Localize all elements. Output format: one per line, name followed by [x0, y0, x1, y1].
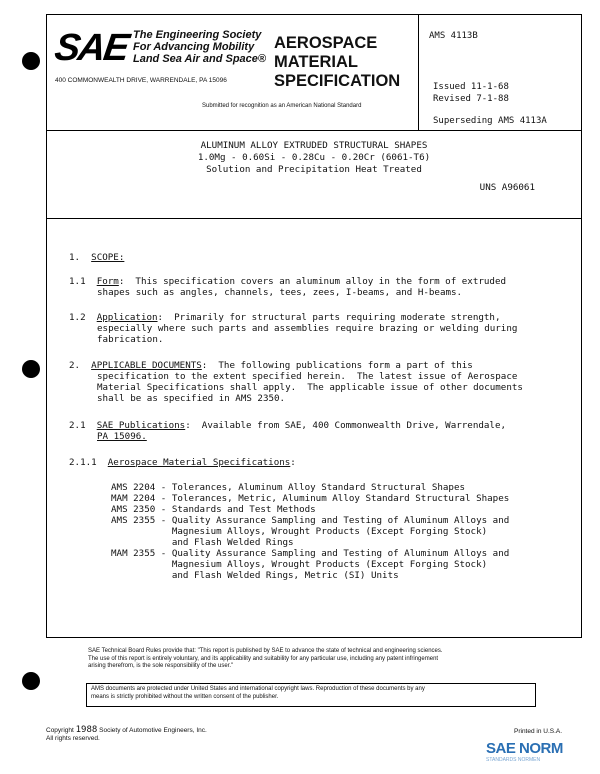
doc-item: AMS 2355 - Quality Assurance Sampling and Testing of Aluminum Alloys and	[111, 515, 510, 526]
section-2-line: shall be as specified in AMS 2350.	[97, 393, 286, 404]
doc-item: MAM 2204 - Tolerances, Metric, Aluminum Alloy Standard Structural Shapes	[111, 493, 510, 504]
doc-item: AMS 2350 - Standards and Test Methods	[111, 504, 316, 515]
copyright-line: Copyright 1988 Society of Automotive Engineers, Inc.	[46, 725, 207, 735]
spec-title: ALUMINUM ALLOY EXTRUDED STRUCTURAL SHAPES 1.0Mg - 0.60Si - 0.28Cu - 0.20Cr (6061-T6) Solution and Precipitation Heat Treated	[197, 140, 431, 175]
rights-line: All rights reserved.	[46, 735, 100, 742]
section-1: 1. SCOPE:	[69, 252, 125, 263]
doc-item: and Flash Welded Rings, Metric (SI) Units	[111, 570, 399, 581]
section-2-1-1: 2.1.1 Aerospace Material Specifications:	[69, 457, 296, 468]
doc-item: Magnesium Alloys, Wrought Products (Except Forging Stock)	[111, 526, 488, 537]
section-2-1: 2.1 SAE Publications: Available from SAE, 400 Commonwealth Drive, Warrendale,	[69, 420, 507, 431]
spec-frame	[46, 14, 582, 638]
doc-item: Magnesium Alloys, Wrought Products (Except Forging Stock)	[111, 559, 488, 570]
doc-item: MAM 2355 - Quality Assurance Sampling and Testing of Aluminum Alloys and	[111, 548, 510, 559]
section-1-2-line: fabrication.	[97, 334, 164, 345]
sae-logo: SAE	[52, 27, 131, 69]
section-1-2: 1.2 Application: Primarily for structural parts requiring moderate strength,	[69, 312, 501, 323]
section-2-line: Material Specifications shall apply. The applicable issue of other documents	[97, 382, 523, 393]
board-rules-note: SAE Technical Board Rules provide that: "This report is published by SAE to advance the state of technical and engineering sciences. The use of this report is entirely voluntary, and its applicability and suitability for any particular use, including any patent infringement arising therefrom, is the sole responsibility of the user."	[88, 648, 443, 669]
ams-number: AMS 4113B	[429, 31, 478, 41]
doc-type: AEROSPACE MATERIAL SPECIFICATION	[274, 34, 401, 90]
issue-dates: Issued 11-1-68 Revised 7-1-88	[433, 82, 509, 104]
doc-item: and Flash Welded Rings	[111, 537, 294, 548]
section-1-1: 1.1 Form: This specification covers an aluminum alloy in the form of extruded	[69, 276, 507, 287]
punch-hole-top	[22, 52, 40, 70]
uns-number: UNS A96061	[479, 182, 535, 193]
section-2-1-line: PA 15096.	[97, 431, 147, 442]
section-2: 2. APPLICABLE DOCUMENTS: The following publications form a part of this	[69, 360, 473, 371]
sae-norm-watermark: SAE NORM	[486, 740, 563, 757]
superseding: Superseding AMS 4113A	[433, 116, 547, 126]
recognition-note: Submitted for recognition as an American National Standard	[202, 103, 362, 109]
address: 400 COMMONWEALTH DRIVE, WARRENDALE, PA 15096	[55, 77, 227, 84]
society-tagline: The Engineering Society For Advancing Mobility Land Sea Air and Space®	[133, 29, 267, 65]
title-block	[47, 130, 581, 219]
doc-item: AMS 2204 - Tolerances, Aluminum Alloy Standard Structural Shapes	[111, 482, 466, 493]
section-1-2-line: especially where such parts and assemblies require brazing or welding during	[97, 323, 518, 334]
watermark-subtext: STANDARDS NORMEN	[486, 757, 541, 763]
section-2-line: specification to the extent specified herein. The latest issue of Aerospace	[97, 371, 518, 382]
section-1-1-line: shapes such as angles, channels, tees, zees, I-beams, and H-beams.	[97, 287, 463, 298]
punch-hole-bottom	[22, 672, 40, 690]
punch-hole-middle	[22, 360, 40, 378]
header	[47, 15, 581, 131]
doc-id-box	[418, 15, 582, 130]
printed-in: Printed in U.S.A.	[514, 728, 563, 735]
copyright-notice-box: AMS documents are protected under United States and international copyright laws. Reproduction of these documents by any means is strictly prohibited without the written consent of the publisher.	[86, 683, 536, 707]
